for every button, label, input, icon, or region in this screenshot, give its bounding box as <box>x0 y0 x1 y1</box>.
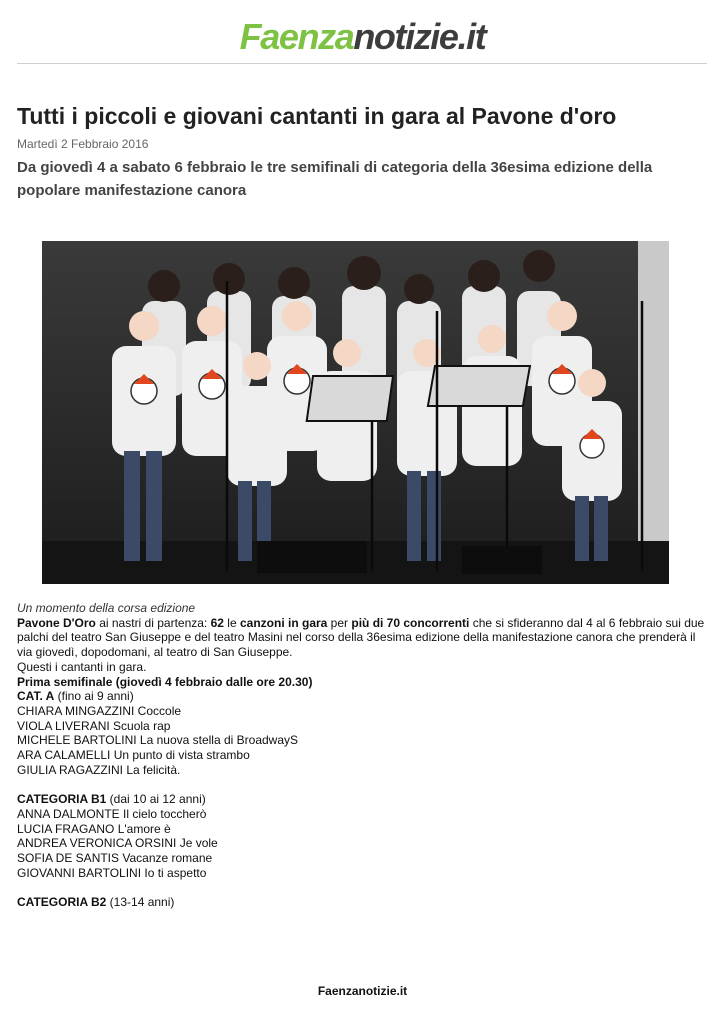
intro-text-3: per <box>327 615 352 630</box>
singers-intro: Questi i cantanti in gara. <box>17 659 147 674</box>
article-title: Tutti i piccoli e giovani cantanti in gara al Pavone d'oro <box>17 103 617 129</box>
intro-bold-songs: canzoni in gara <box>239 615 328 630</box>
semifinal-title <box>17 675 707 690</box>
intro-bold-event: Pavone D'Oro <box>17 615 96 630</box>
intro-paragraph <box>17 616 707 660</box>
intro-bold-count: 62 <box>210 615 224 630</box>
category-a-label: CAT. A <box>17 689 55 704</box>
category-b1-age: (dai 10 ai 12 anni) <box>106 792 206 807</box>
semifinal-title-text: Prima semifinale (giovedì 4 febbraio dalle ore 20.30) <box>17 674 313 689</box>
article-subtitle: Da giovedì 4 a sabato 6 febbraio le tre semifinali di categoria della 36esima edizione della popolare manifestazione canora <box>17 159 653 199</box>
logo-part-notizie: notizie.it <box>353 16 486 57</box>
category-b2-label: CATEGORIA B2 <box>17 895 107 910</box>
article-date: Martedì 2 Febbraio 2016 <box>17 137 149 151</box>
category-b2-heading <box>17 895 707 910</box>
category-a-entry: ARA CALAMELLI Un punto di vista strambo <box>17 748 250 763</box>
header-divider <box>17 63 707 64</box>
article-body <box>17 601 707 910</box>
category-a-heading <box>17 689 707 704</box>
category-a-age: (fino ai 9 anni) <box>54 689 134 704</box>
category-a-entry: VIOLA LIVERANI Scuola rap <box>17 718 171 733</box>
spacer <box>17 777 707 792</box>
article-photo <box>42 241 669 584</box>
category-a-entry: GIULIA RAGAZZINI La felicità. <box>17 762 181 777</box>
intro-text-2: le <box>223 615 240 630</box>
category-a-entry: MICHELE BARTOLINI La nuova stella di BroadwayS <box>17 733 299 748</box>
category-b1-entry: SOFIA DE SANTIS Vacanze romane <box>17 850 213 865</box>
category-a-entry: CHIARA MINGAZZINI Coccole <box>17 703 182 718</box>
photo-caption: Un momento della corsa edizione <box>17 601 196 615</box>
spacer <box>17 880 707 895</box>
category-b1-heading <box>17 792 707 807</box>
category-b1-entry: ANDREA VERONICA ORSINI Je vole <box>17 836 218 851</box>
category-b1-entry: GIOVANNI BARTOLINI Io ti aspetto <box>17 865 207 880</box>
category-b1-label: CATEGORIA B1 <box>17 792 107 807</box>
category-b2-age: (13-14 anni) <box>106 895 175 910</box>
page-footer[interactable]: Faenzanotizie.it <box>317 984 408 998</box>
intro-text-4: che si sfideranno dal 4 al 6 febbraio sui due palchi del teatro San Giuseppe e del teatro Masini nel corso della 36esima edizione della manifestazione canora che prenderà il via giovedì, dopodomani, al teatro di San Giuseppe. <box>17 615 705 660</box>
category-b1-entry: ANNA DALMONTE Il cielo toccherò <box>17 806 207 821</box>
site-logo[interactable] <box>0 16 725 58</box>
logo-part-faenza: Faenza <box>239 16 354 57</box>
category-b1-entry: LUCIA FRAGANO L'amore è <box>17 821 171 836</box>
intro-text-1: ai nastri di partenza: <box>95 615 211 630</box>
intro-bold-competitors: più di 70 concorrenti <box>351 615 470 630</box>
choir-photo-illustration <box>42 241 669 584</box>
